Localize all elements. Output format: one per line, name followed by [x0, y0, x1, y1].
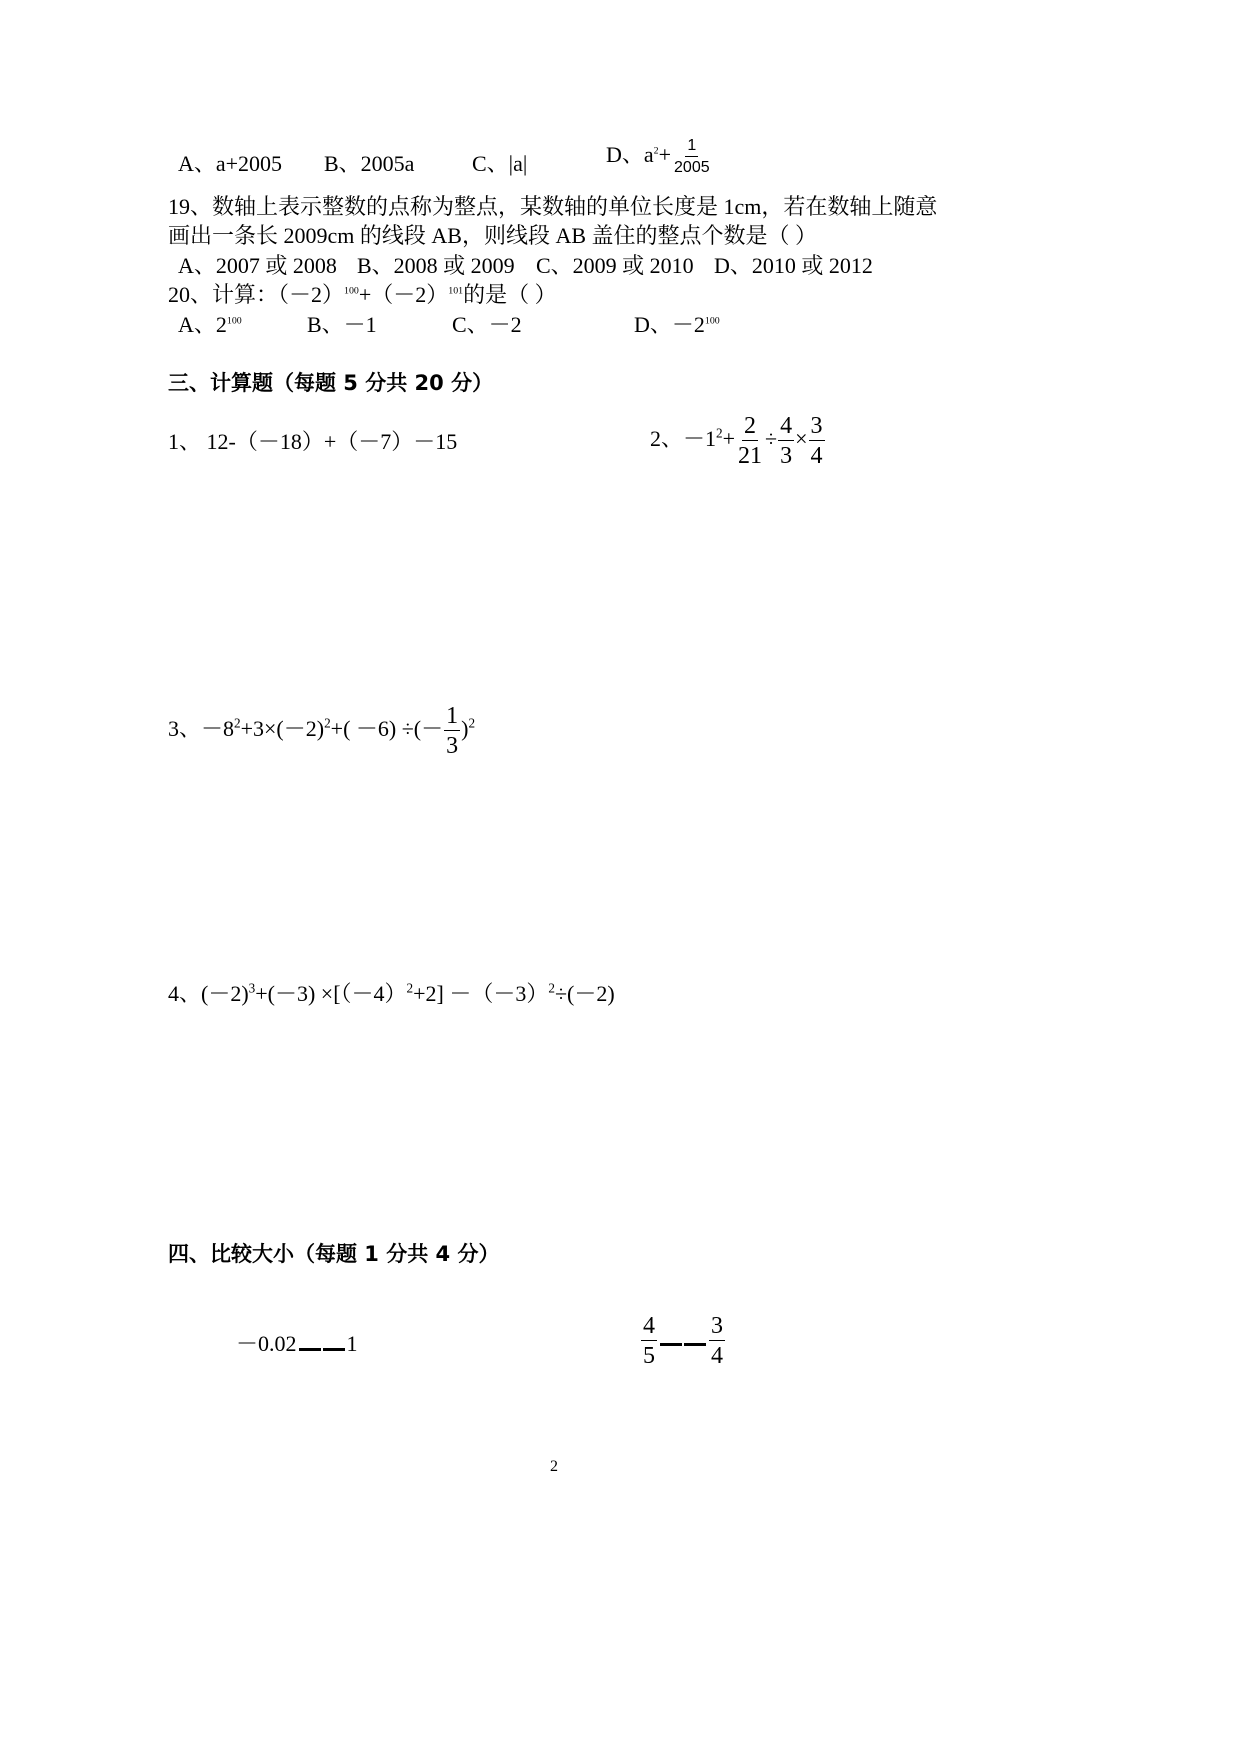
problem-1: 1、 12-（－18）+（－7）－15	[168, 429, 458, 454]
q19-option-b: B、2008 或 2009	[357, 253, 515, 278]
problem-2-fraction-1: $\frac{2}{21}$	[738, 413, 763, 469]
compare-2	[640, 1314, 726, 1368]
q18-options	[178, 150, 282, 178]
compare-2-fraction-1: $\frac{4}{5}$	[643, 1313, 655, 1369]
q19-line-2: 画出一条长 2009cm 的线段 AB，则线段 AB 盖住的整点个数是（ ）	[168, 223, 818, 248]
q18-option-c: C、|a|	[472, 151, 528, 176]
answer-blank[interactable]	[660, 1325, 682, 1346]
q19-option-a: A、2007 或 2008	[178, 253, 337, 278]
compare-1: －0.02 1	[236, 1331, 358, 1356]
q18-option-a: A、a+2005	[178, 151, 283, 176]
answer-blank[interactable]	[323, 1330, 345, 1351]
problem-4: 4、$(-2)^3+(-3) \times[(-4)^2+2] -(-3)^2\div(-2)$	[168, 980, 615, 1006]
page-number: 2	[550, 1458, 558, 1475]
q19-line-1: 19、数轴上表示整数的点称为整点，某数轴的单位长度是 1cm，若在数轴上随意	[168, 194, 938, 219]
q18-option-d: D、$a^2+$ $\frac{1}{2005}$	[606, 137, 710, 176]
problem-2: 2、$-1^2+$ $\frac{2}{21}$ ÷ $\frac{4}{3}$ × $\frac{3}{4}$	[650, 413, 823, 469]
answer-blank[interactable]	[299, 1330, 321, 1351]
q20-option-b: B、－1	[307, 312, 377, 337]
q19-option-d: D、2010 或 2012	[714, 253, 873, 278]
q20-question: 20、计算：$(-2)^{100}+(-2)^{101}$的是（ ）	[168, 282, 557, 307]
q18-fraction: $\frac{1}{2005}$	[674, 137, 710, 176]
section-3-title: 三、计算题（每题 5 分共 20 分）	[168, 371, 494, 395]
problem-2-fraction-3: $\frac{3}{4}$	[810, 413, 823, 469]
problem-3-fraction: $\frac{1}{3}$	[446, 703, 459, 759]
problem-3: 3、$-8^2+3\times(-2)^2+( -6)$ ÷(－ $\frac{1}{3}$ )$^2$	[168, 703, 476, 759]
q20-option-d: D、$-2^{100}$	[634, 312, 720, 337]
q20-option-a: A、$2^{100}$	[178, 312, 242, 337]
q20-option-c: C、－2	[452, 312, 522, 337]
problem-2-fraction-2: $\frac{4}{3}$	[780, 413, 793, 469]
section-4-title: 四、比较大小（每题 1 分共 4 分）	[168, 1242, 500, 1266]
answer-blank[interactable]	[684, 1325, 706, 1346]
compare-2-fraction-2: $\frac{3}{4}$	[711, 1313, 723, 1369]
q19-option-c: C、2009 或 2010	[536, 253, 694, 278]
q18-option-b: B、2005a	[324, 151, 415, 176]
